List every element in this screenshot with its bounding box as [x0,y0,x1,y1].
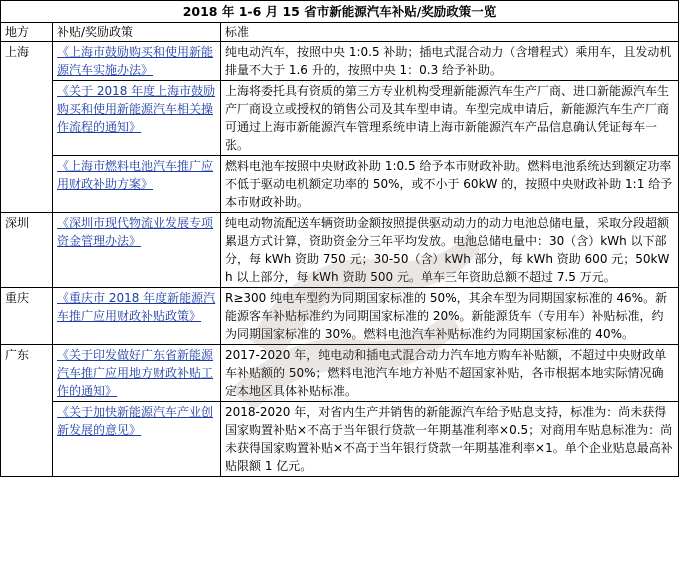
policy-link[interactable]: 《关于印发做好广东省新能源汽车推广应用地方财政补贴工作的通知》 [57,348,214,398]
header-row [1,23,679,42]
standard-text: 2017-2020 年，纯电动和插电式混合动力汽车地方购车补贴额，不超过中央财政单车补贴额的 50%；燃料电池汽车地方补贴不超国家补贴，各市根据本地实际情况确定本地区具体补贴标准。 [221,345,679,402]
region-guangdong: 广东 [1,345,53,477]
policy-link[interactable]: 《上海市燃料电池汽车推广应用财政补助方案》 [57,159,214,191]
table-title: 2018 年 1-6 月 15 省市新能源汽车补贴/奖励政策一览 [1,1,679,23]
table-row [1,288,679,345]
region-chongqing: 重庆 [1,288,53,345]
policy-link[interactable]: 《深圳市现代物流业发展专项资金管理办法》 [57,216,214,248]
standard-text: 纯电动物流配送车辆资助金额按照提供驱动动力的动力电池总储电量，采取分段超额累退方式计算，资助资金分三年平均发放。电池总储电量中：30（含）kWh 以下部分，每 kWh 资助 750 元；30-50（含）kWh 部分，每 kWh 资助 600 元；50kWh 以上部分，每 kWh 资助 500 元。单车三年资助总额不超过 7.5 万元。 [221,213,679,288]
table-row [1,81,679,156]
header-standard: 标准 [221,23,679,42]
standard-text: 2018-2020 年，对省内生产并销售的新能源汽车给予贴息支持，标准为：尚未获得国家购置补贴×不高于当年银行贷款一年期基准利率×0.5；对商用车贴息标准为：尚未获得国家购置补贴×不高于当年银行贷款一年期基准利率×1。单个企业贴息最高补贴限额 1 亿元。 [221,402,679,477]
standard-text: 纯电动汽车，按照中央 1:0.5 补助；插电式混合动力（含增程式）乘用车，且发动机排量不大于 1.6 升的，按照中央 1：0.3 给予补助。 [221,42,679,81]
policy-link[interactable]: 《重庆市 2018 年度新能源汽车推广应用财政补贴政策》 [57,291,216,323]
region-shanghai: 上海 [1,42,53,213]
standard-text: 上海将委托具有资质的第三方专业机构受理新能源汽车生产厂商、进口新能源汽车生产厂商设立或授权的销售公司及其车型申请。车型完成申请后，新能源汽车生产厂商可通过上海市新能源汽车管理系统申请上海市新能源汽车产品信息确认凭证每车一张。 [221,81,679,156]
table-row [1,345,679,402]
standard-text: R≥300 纯电车型约为同期国家标准的 50%，其余车型为同期国家标准的 46%。新能源客车补贴标准约为同期国家标准的 20%。新能源货车（专用车）补贴标准，约为同期国家标准的 30%。燃料电池汽车补贴标准约为同期国家标准的 40%。 [221,288,679,345]
table-row [1,402,679,477]
region-shenzhen: 深圳 [1,213,53,288]
table-row [1,42,679,81]
header-region: 地方 [1,23,53,42]
policy-link[interactable]: 《关于 2018 年度上海市鼓励购买和使用新能源汽车相关操作流程的通知》 [57,84,216,134]
policy-link[interactable]: 《关于加快新能源汽车产业创新发展的意见》 [57,405,214,437]
header-policy: 补贴/奖励政策 [53,23,221,42]
standard-text: 燃料电池车按照中央财政补助 1:0.5 给予本市财政补助。燃料电池系统达到额定功率不低于驱动电机额定功率的 50%，或不小于 60kW 的，按照中央财政补助 1:1 给予本市财政补助。 [221,156,679,213]
table-row [1,213,679,288]
policy-link[interactable]: 《上海市鼓励购买和使用新能源汽车实施办法》 [57,45,214,77]
table-row [1,156,679,213]
